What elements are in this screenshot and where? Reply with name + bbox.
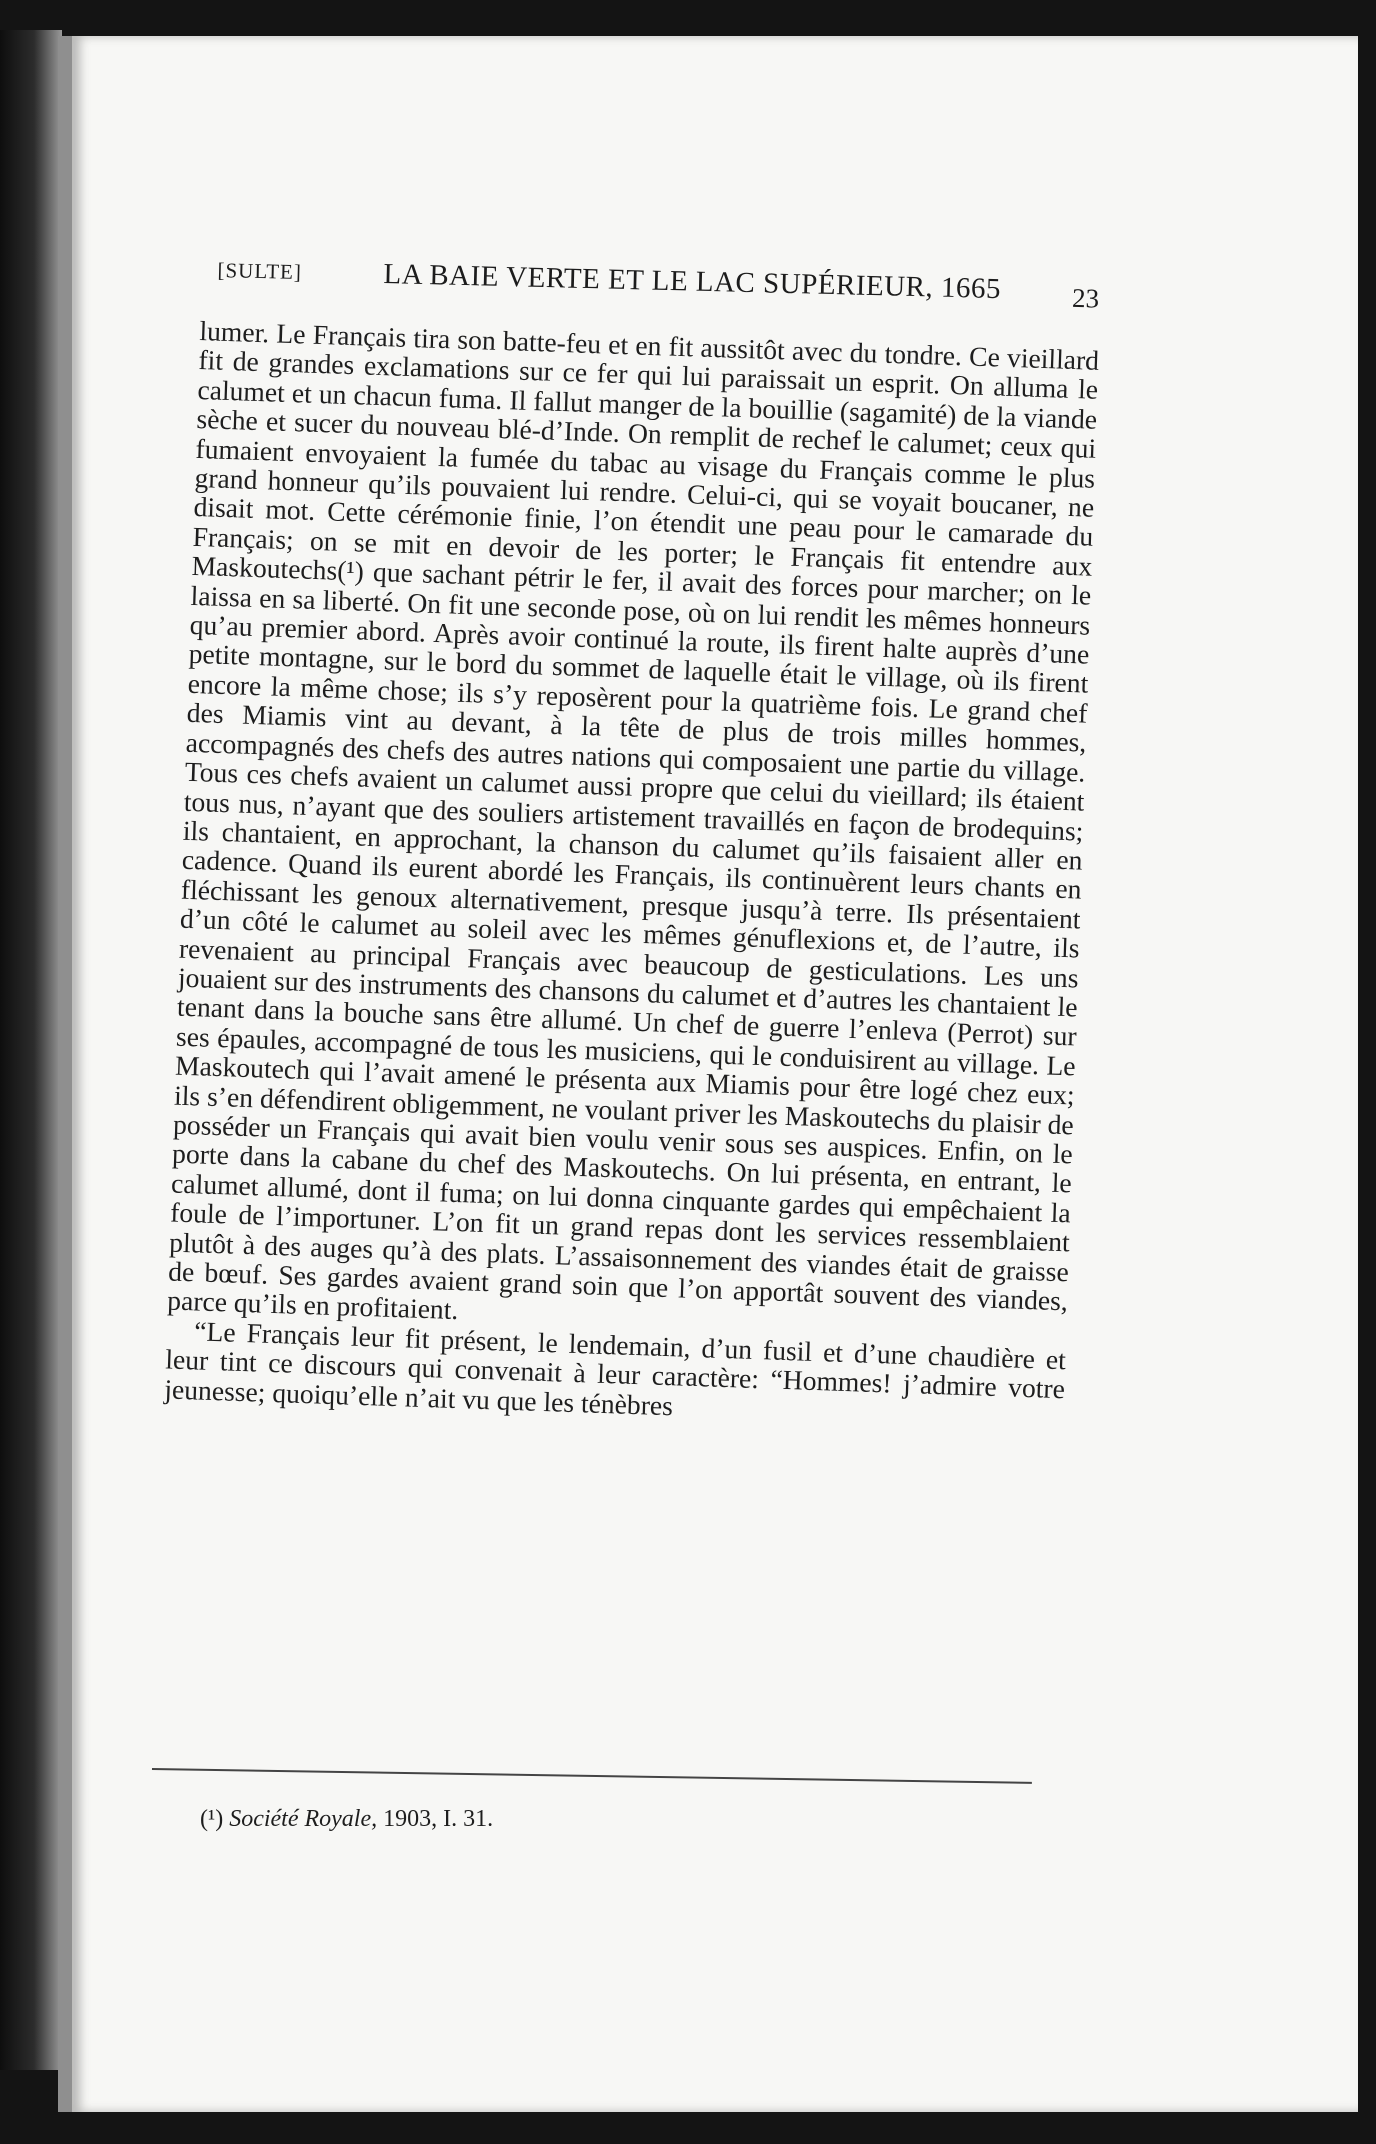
paragraph: “Le Français leur fit présent, le lendemain, d’un fusil et d’une chaudière et leur tint ce discours qui convenait à leur caractère: “Hommes! j’admire votre jeunesse; quoiqu’elle n’ait vu que les ténèbres [163,1315,1067,1421]
footnote-ref: 1903, I. 31. [383,1806,494,1832]
running-author: [SULTE] [217,257,303,285]
binding-shadow [0,30,62,2070]
footnote-marker: (¹) [200,1806,224,1832]
body-text [164,316,1100,1433]
running-title: LA BAIE VERTE ET LE LAC SUPÉRIEUR, 1665 [383,258,1002,306]
paragraph: lumer. Le Français tira son batte-feu et en fit aussitôt avec du tondre. Ce vieillard fit de grandes exclamations sur ce fer qui lui paraissait un esprit. On alluma le calumet et un chacun fuma. Il fallut manger de la bouillie (sagamité) de la viande sèche et sucer du nouveau blé-d’Inde. On remplit de rechef le calumet; ceux qui fumaient envoyaient la fumée du tabac au visage du Français comme le plus grand honneur qu’ils pouvaient lui rendre. Celui-ci, qui se voyait boucaner, ne disait mot. Cette cérémonie finie, l’on étendit une peau pour le camarade du Français; on se mit en devoir de les porter; le Français fit entendre aux Maskoutechs(¹) que sachant pétrir le fer, il avait des forces pour marcher; on le laissa en sa liberté. On fit une seconde pose, où on lui rendit les mêmes honneurs qu’au premier abord. Après avoir continué la route, ils firent halte auprès d’une petite montagne, sur le bord du sommet de laquelle était le village, où ils firent encore la même chose; ils s’y reposèrent pour la quatrième fois. Le grand chef des Miamis vint au devant, à la tête de plus de trois milles hommes, accompagnés des chefs des autres nations qui composaient une partie du village. Tous ces chefs avaient un calumet aussi propre que celui du vieillard; ils étaient tous nus, n’ayant que des souliers artistement travaillés en façon de brodequins; ils chantaient, en approchant, la chanson du calumet qu’ils faisaient aller en cadence. Quand ils eurent abordé les Français, ils continuèrent leurs chants en fléchissant les genoux alternativement, presque jusqu’à terre. Ils présentaient d’un côté le calumet au soleil avec les mêmes génuflexions et, de l’autre, ils revenaient au principal Français avec beaucoup de gesticulations. Les uns jouaient sur des instruments des chansons du calumet et d’autres les chantaient le tenant dans la bouche sans être allumé. Un chef de guerre l’enleva (Perrot) sur ses épaules, accompagné de tous les musiciens, qui le conduisirent au village. Le Maskoutech qui l’avait amené le présenta aux Miamis pour être logé chez eux; ils s’en défendirent obligemment, ne voulant priver les Maskoutechs du plaisir de posséder un Français qui avait bien voulu venir sous ses auspices. Enfin, on le porte dans la cabane du chef des Maskoutechs. On lui présenta, en entrant, le calumet allumé, dont il fuma; on lui donna cinquante gardes qui empêchaient la foule de l’importuner. L’on fit un grand repas dont les services ressemblaient plutôt à des auges qu’à des plats. L’assaisonnement des viandes était de graisse de bœuf. Ses gardes avaient grand soin que l’on apportât souvent des viandes, parce qu’ils en profitaient. [166,315,1100,1326]
footnote [200,1806,900,1833]
page-number: 23 [1071,282,1100,314]
footnote-source: Société Royale, [229,1806,378,1832]
